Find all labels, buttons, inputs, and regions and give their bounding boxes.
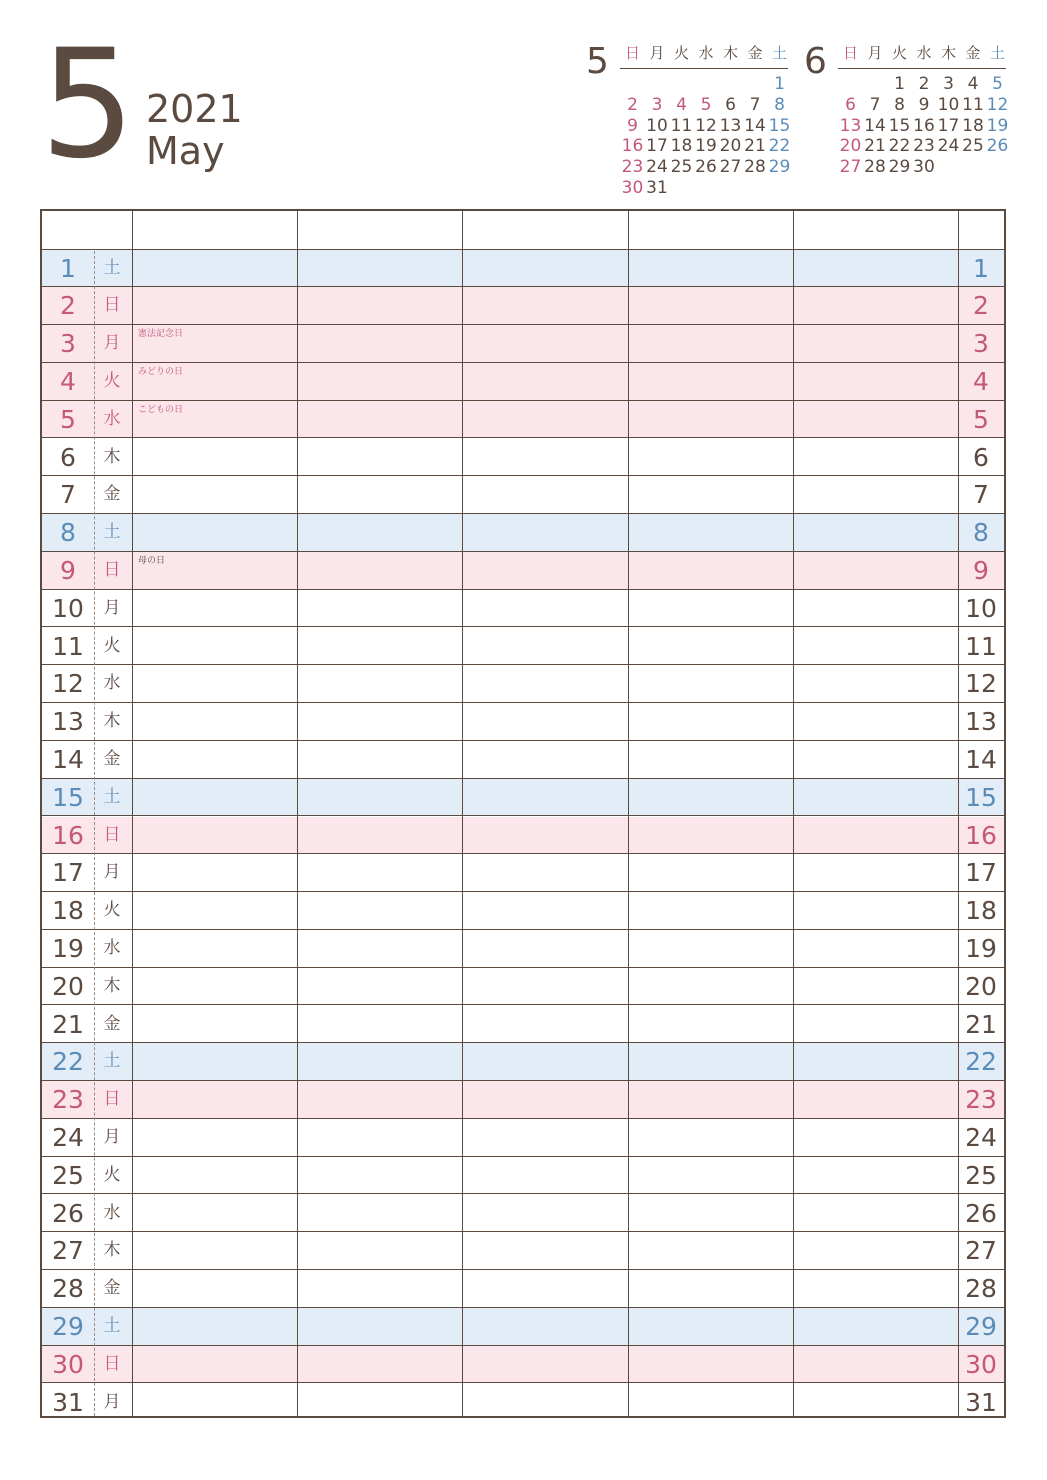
mini-day: 28 [744, 157, 766, 178]
mini-day: 31 [646, 178, 668, 198]
table-row [42, 703, 1004, 741]
day-number-right: 28 [965, 1274, 997, 1304]
holiday-label: 母の日 [138, 555, 166, 566]
day-weekday: 土 [103, 1315, 121, 1336]
column-divider [628, 211, 629, 1416]
day-number-right: 5 [973, 404, 989, 434]
mini-day: 8 [894, 94, 905, 115]
table-row [42, 1270, 1004, 1308]
mini-day: 3 [943, 74, 954, 94]
table-row [42, 968, 1004, 1006]
day-number: 5 [60, 404, 76, 434]
day-number-right: 26 [965, 1198, 997, 1228]
table-row [42, 628, 1004, 666]
mini-weekday-header: 木 [940, 44, 956, 62]
mini-day: 26 [695, 157, 717, 178]
day-number: 23 [52, 1085, 84, 1115]
day-number: 2 [60, 291, 76, 321]
day-number-right: 6 [973, 442, 989, 472]
day-number-right: 14 [965, 744, 997, 774]
day-number-right: 30 [965, 1349, 997, 1379]
mini-day: 1 [894, 74, 905, 94]
day-number-right: 19 [965, 933, 997, 963]
table-row [42, 817, 1004, 855]
mini-day: 27 [839, 157, 862, 178]
mini-day: 20 [719, 136, 742, 157]
mini-day: 9 [918, 94, 930, 115]
mini-weekday-header: 金 [965, 44, 981, 62]
day-weekday: 木 [103, 975, 121, 996]
mini-month-number: 5 [586, 41, 609, 82]
day-number-right: 31 [965, 1387, 997, 1417]
day-number-right: 29 [965, 1311, 997, 1341]
day-weekday: 火 [103, 635, 121, 656]
table-row [42, 1043, 1004, 1081]
day-number-right: 7 [973, 480, 989, 510]
mini-weekday-header: 日 [624, 44, 640, 62]
day-weekday: 金 [103, 748, 121, 769]
day-weekday: 木 [103, 711, 121, 732]
weekday-divider [94, 251, 95, 1416]
mini-day: 1 [774, 74, 785, 94]
mini-day: 24 [646, 157, 668, 178]
month-name-label: May [146, 129, 225, 173]
day-weekday: 日 [103, 1089, 121, 1110]
mini-day: 13 [719, 115, 742, 136]
mini-day: 5 [992, 74, 1003, 94]
table-row [42, 1384, 1004, 1422]
table-row [42, 892, 1004, 930]
day-number-right: 12 [965, 669, 997, 699]
day-weekday: 木 [103, 1240, 121, 1261]
table-row [42, 514, 1004, 552]
day-number: 22 [52, 1047, 84, 1077]
day-number-right: 10 [965, 593, 997, 623]
mini-weekday-header: 月 [649, 44, 665, 62]
day-number: 27 [52, 1236, 84, 1266]
day-number: 11 [52, 631, 84, 661]
table-row [42, 854, 1004, 892]
day-number: 28 [52, 1274, 84, 1304]
table-row [42, 287, 1004, 325]
year-label: 2021 [146, 87, 243, 131]
mini-weekday-header: 水 [916, 44, 932, 62]
table-row [42, 476, 1004, 514]
holiday-label: こどもの日 [138, 404, 184, 415]
mini-day: 22 [888, 136, 911, 157]
day-weekday: 土 [103, 1051, 121, 1072]
day-weekday: 水 [103, 673, 121, 694]
mini-day: 14 [864, 115, 886, 136]
table-row [42, 930, 1004, 968]
day-number-right: 13 [965, 707, 997, 737]
day-weekday: 土 [103, 257, 121, 278]
mini-day: 12 [986, 94, 1009, 115]
table-row [42, 1006, 1004, 1044]
day-weekday: 金 [103, 484, 121, 505]
day-number: 14 [52, 744, 84, 774]
day-weekday: 日 [103, 824, 121, 845]
mini-divider [620, 68, 788, 69]
day-number: 9 [60, 555, 76, 585]
day-number: 15 [52, 782, 84, 812]
holiday-label: みどりの日 [138, 366, 184, 377]
column-divider [462, 211, 463, 1416]
day-weekday: 土 [103, 786, 121, 807]
mini-divider [838, 68, 1006, 69]
mini-weekday-header: 日 [842, 44, 858, 62]
table-row [42, 590, 1004, 628]
day-number: 10 [52, 593, 84, 623]
day-weekday: 月 [103, 597, 121, 618]
column-divider [297, 211, 298, 1416]
day-number-right: 9 [973, 555, 989, 585]
mini-day: 30 [913, 157, 935, 178]
table-row [42, 1232, 1004, 1270]
mini-day: 17 [646, 136, 668, 157]
mini-day: 9 [627, 115, 638, 136]
table-row [42, 363, 1004, 401]
mini-day: 25 [962, 136, 984, 157]
mini-day: 18 [962, 115, 984, 136]
day-weekday: 月 [103, 1391, 121, 1412]
table-row [42, 1308, 1004, 1346]
table-row [42, 1346, 1004, 1384]
mini-day: 7 [749, 94, 761, 115]
mini-day: 20 [839, 136, 862, 157]
day-number-right: 3 [973, 329, 989, 359]
day-number-right: 23 [965, 1085, 997, 1115]
mini-day: 6 [845, 94, 856, 115]
mini-day: 24 [937, 136, 960, 157]
mini-day: 14 [744, 115, 766, 136]
mini-day: 2 [918, 74, 930, 94]
table-row [42, 1119, 1004, 1157]
mini-day: 30 [621, 178, 644, 198]
mini-day: 29 [768, 157, 791, 178]
mini-day: 23 [913, 136, 935, 157]
mini-day: 19 [986, 115, 1009, 136]
day-number: 6 [60, 442, 76, 472]
mini-day: 18 [670, 136, 693, 157]
mini-weekday-header: 金 [747, 44, 763, 62]
day-number: 16 [52, 820, 84, 850]
table-row [42, 1195, 1004, 1233]
table-row [42, 552, 1004, 590]
table-row [42, 741, 1004, 779]
mini-day: 22 [768, 136, 791, 157]
day-weekday: 月 [103, 1126, 121, 1147]
day-weekday: 日 [103, 295, 121, 316]
day-weekday: 土 [103, 522, 121, 543]
table-row [42, 1157, 1004, 1195]
day-weekday: 火 [103, 1164, 121, 1185]
mini-weekday-header: 火 [891, 44, 907, 62]
day-number-right: 22 [965, 1047, 997, 1077]
table-row [42, 325, 1004, 363]
mini-day: 13 [839, 115, 862, 136]
table-row [42, 401, 1004, 439]
mini-day: 6 [725, 94, 736, 115]
mini-day: 4 [967, 74, 979, 94]
day-number: 8 [60, 518, 76, 548]
day-weekday: 水 [103, 408, 121, 429]
mini-day: 12 [695, 115, 717, 136]
table-row [42, 250, 1004, 288]
table-header-row [42, 211, 1004, 250]
day-number-right: 21 [965, 1009, 997, 1039]
day-number-right: 8 [973, 518, 989, 548]
mini-day: 15 [768, 115, 791, 136]
mini-day: 26 [986, 136, 1009, 157]
day-number: 17 [52, 858, 84, 888]
day-weekday: 日 [103, 1353, 121, 1374]
day-number-right: 18 [965, 896, 997, 926]
mini-day: 15 [888, 115, 911, 136]
mini-day: 2 [627, 94, 638, 115]
day-number-right: 20 [965, 971, 997, 1001]
day-weekday: 火 [103, 370, 121, 391]
mini-day: 5 [700, 94, 712, 115]
day-number: 21 [52, 1009, 84, 1039]
day-number: 25 [52, 1160, 84, 1190]
table-row [42, 779, 1004, 817]
day-weekday: 月 [103, 333, 121, 354]
mini-day: 11 [670, 115, 693, 136]
holiday-label: 憲法記念日 [138, 329, 184, 340]
table-row [42, 1081, 1004, 1119]
day-number: 29 [52, 1311, 84, 1341]
day-number: 4 [60, 366, 76, 396]
mini-weekday-header: 火 [673, 44, 689, 62]
mini-day: 10 [937, 94, 960, 115]
day-number: 31 [52, 1387, 84, 1417]
day-weekday: 月 [103, 862, 121, 883]
mini-day: 27 [719, 157, 742, 178]
mini-day: 29 [888, 157, 911, 178]
day-number: 18 [52, 896, 84, 926]
mini-day: 19 [695, 136, 717, 157]
day-number-right: 4 [973, 366, 989, 396]
day-number: 12 [52, 669, 84, 699]
mini-month-number: 6 [804, 41, 827, 82]
day-number-right: 24 [965, 1122, 997, 1152]
day-number: 19 [52, 933, 84, 963]
day-number-right: 25 [965, 1160, 997, 1190]
mini-day: 7 [869, 94, 881, 115]
day-number: 13 [52, 707, 84, 737]
mini-day: 23 [621, 157, 644, 178]
day-weekday: 木 [103, 446, 121, 467]
day-number-right: 2 [973, 291, 989, 321]
day-weekday: 日 [103, 559, 121, 580]
day-number: 24 [52, 1122, 84, 1152]
day-number: 1 [60, 253, 76, 283]
month-number: 5 [40, 18, 136, 192]
mini-day: 8 [774, 94, 785, 115]
mini-day: 16 [913, 115, 935, 136]
mini-weekday-header: 水 [698, 44, 714, 62]
table-row [42, 439, 1004, 477]
column-divider [958, 211, 959, 1416]
day-number-right: 27 [965, 1236, 997, 1266]
mini-weekday-header: 土 [771, 44, 787, 62]
day-weekday: 金 [103, 1013, 121, 1034]
day-number-right: 11 [965, 631, 997, 661]
day-number-right: 15 [965, 782, 997, 812]
schedule-table [40, 209, 1006, 1418]
day-number: 3 [60, 329, 76, 359]
column-divider [793, 211, 794, 1416]
mini-day: 25 [670, 157, 693, 178]
day-number: 26 [52, 1198, 84, 1228]
table-row [42, 665, 1004, 703]
mini-day: 28 [864, 157, 886, 178]
day-number: 20 [52, 971, 84, 1001]
day-number-right: 17 [965, 858, 997, 888]
day-number: 30 [52, 1349, 84, 1379]
day-weekday: 水 [103, 1202, 121, 1223]
mini-weekday-header: 月 [867, 44, 883, 62]
mini-day: 10 [646, 115, 668, 136]
day-number: 7 [60, 480, 76, 510]
mini-weekday-header: 木 [722, 44, 738, 62]
mini-day: 3 [651, 94, 663, 115]
day-weekday: 火 [103, 900, 121, 921]
day-number-right: 16 [965, 820, 997, 850]
mini-weekday-header: 土 [989, 44, 1005, 62]
day-weekday: 金 [103, 1278, 121, 1299]
mini-day: 4 [676, 94, 687, 115]
mini-day: 21 [744, 136, 766, 157]
day-weekday: 水 [103, 937, 121, 958]
mini-day: 21 [864, 136, 886, 157]
mini-day: 17 [937, 115, 960, 136]
day-number-right: 1 [973, 253, 989, 283]
column-divider [132, 211, 133, 1416]
mini-day: 11 [962, 94, 984, 115]
mini-day: 16 [621, 136, 644, 157]
